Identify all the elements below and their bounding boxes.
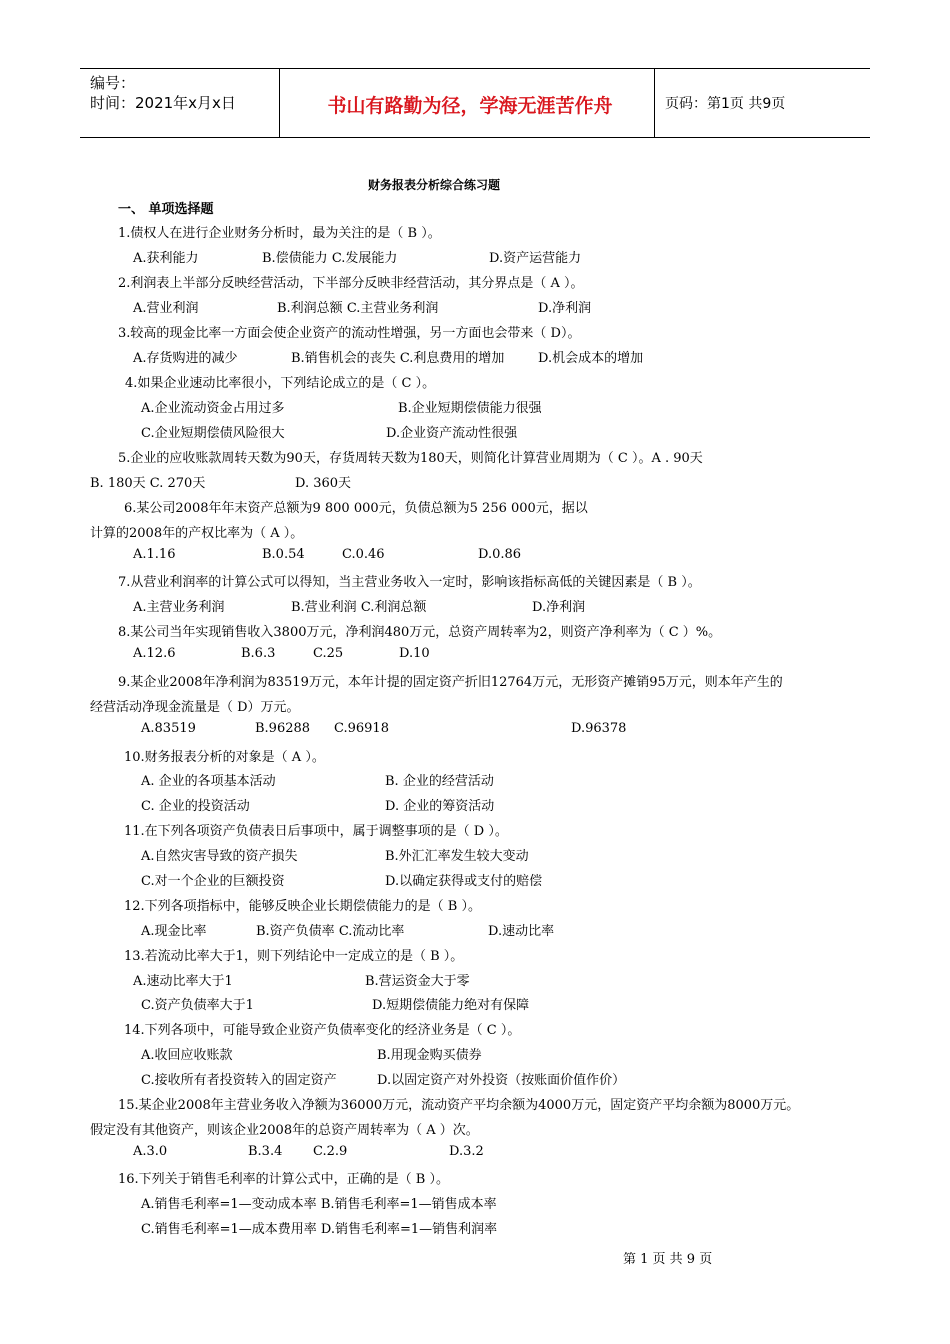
option-text: A. 企业的各项基本活动 bbox=[141, 774, 276, 789]
header-page-info: 页码：第1页 共9页 bbox=[665, 96, 786, 112]
question-text: 7.从营业利润率的计算公式可以得知，当主营业务收入一定时，影响该指标高低的关键因素是（ B ）。 bbox=[118, 575, 701, 590]
option-text: B.销售机会的丧失 C.利息费用的增加 bbox=[291, 351, 505, 366]
option-text: D.速动比率 bbox=[488, 924, 555, 939]
option-text: B.用现金购买债券 bbox=[377, 1048, 482, 1063]
question-text: 15.某企业2008年主营业务收入净额为36000万元，流动资产平均余额为4000万元，固定资产平均余额为8000万元。 bbox=[118, 1098, 800, 1113]
option-text: D. 企业的筹资活动 bbox=[385, 799, 495, 814]
option-text: D.以固定资产对外投资（按账面价值作价） bbox=[377, 1073, 626, 1088]
question-text: 14.下列各项中，可能导致企业资产负债率变化的经济业务是（ C ）。 bbox=[124, 1023, 521, 1038]
question-text: 9.某企业2008年净利润为83519万元，本年计提的固定资产折旧12764万元，无形资产摊销95万元，则本年产生的 bbox=[118, 675, 783, 690]
option-text: C.96918 bbox=[334, 721, 389, 736]
option-text: D.机会成本的增加 bbox=[538, 351, 644, 366]
option-text: B.企业短期偿债能力很强 bbox=[398, 401, 542, 416]
time-label: 时间：2021年x月x日 bbox=[90, 94, 236, 112]
option-text: A.销售毛利率=1—变动成本率 B.销售毛利率=1—销售成本率 bbox=[141, 1197, 497, 1212]
option-text: A.收回应收账款 bbox=[141, 1048, 233, 1063]
option-text: A.3.0 bbox=[133, 1144, 168, 1159]
option-text: B.0.54 bbox=[262, 547, 305, 562]
option-text: A.速动比率大于1 bbox=[133, 974, 233, 989]
question-text: 3.较高的现金比率一方面会使企业资产的流动性增强，另一方面也会带来（ D）。 bbox=[118, 326, 581, 341]
option-text: D. 360天 bbox=[295, 476, 352, 491]
section-heading: 一、 单项选择题 bbox=[118, 202, 214, 217]
header-meta bbox=[90, 73, 236, 113]
option-text: D.短期偿债能力绝对有保障 bbox=[372, 998, 530, 1013]
option-text: A.企业流动资金占用过多 bbox=[141, 401, 285, 416]
option-text: B.96288 bbox=[255, 721, 311, 736]
question-text: 1.债权人在进行企业财务分析时，最为关注的是（ B ）。 bbox=[118, 226, 441, 241]
option-text: A.营业利润 bbox=[133, 301, 199, 316]
question-text: 10.财务报表分析的对象是（ A ）。 bbox=[124, 750, 325, 765]
document-title: 财务报表分析综合练习题 bbox=[368, 178, 501, 192]
question-text: 假定没有其他资产，则该企业2008年的总资产周转率为（ A ）次。 bbox=[90, 1123, 479, 1138]
option-text: B.外汇汇率发生较大变动 bbox=[385, 849, 529, 864]
option-text: A.1.16 bbox=[133, 547, 176, 562]
number-label: 编号： bbox=[90, 74, 136, 92]
option-text: B.营运资金大于零 bbox=[365, 974, 470, 989]
option-text: C.接收所有者投资转入的固定资产 bbox=[141, 1073, 337, 1088]
question-text: 11.在下列各项资产负债表日后事项中，属于调整事项的是（ D ）。 bbox=[124, 824, 508, 839]
page-footer: 第 1 页 共 9 页 bbox=[623, 1252, 713, 1267]
option-text: A.现金比率 bbox=[141, 924, 207, 939]
question-text: 6.某公司2008年年末资产总额为9 800 000元，负债总额为5 256 000元，据以 bbox=[124, 501, 588, 516]
option-text: C.销售毛利率=1—成本费用率 D.销售毛利率=1—销售利润率 bbox=[141, 1222, 498, 1237]
option-text: D.企业资产流动性很强 bbox=[386, 426, 518, 441]
option-text: B.3.4 bbox=[248, 1144, 283, 1159]
option-text: A.83519 bbox=[141, 721, 196, 736]
option-text: B.偿债能力 C.发展能力 bbox=[262, 251, 398, 266]
option-text: B.资产负债率 C.流动比率 bbox=[256, 924, 405, 939]
option-text: B.利润总额 C.主营业务利润 bbox=[277, 301, 439, 316]
option-text: D.96378 bbox=[571, 721, 627, 736]
option-text: D.净利润 bbox=[538, 301, 592, 316]
question-text: 经营活动净现金流量是（ D）万元。 bbox=[90, 700, 300, 715]
option-text: C.25 bbox=[313, 646, 344, 661]
question-text: 16.下列关于销售毛利率的计算公式中，正确的是（ B ）。 bbox=[118, 1172, 449, 1187]
option-text: C.2.9 bbox=[313, 1144, 348, 1159]
option-text: A.12.6 bbox=[133, 646, 176, 661]
option-text: B.6.3 bbox=[241, 646, 276, 661]
question-text: 计算的2008年的产权比率为（ A ）。 bbox=[90, 526, 304, 541]
question-text: 12.下列各项指标中，能够反映企业长期偿债能力的是（ B ）。 bbox=[124, 899, 481, 914]
option-text: B. 180天 C. 270天 bbox=[90, 476, 206, 491]
option-text: D.净利润 bbox=[532, 600, 586, 615]
question-text: 4.如果企业速动比率很小，下列结论成立的是（ C ）。 bbox=[125, 376, 436, 391]
question-text: 5.企业的应收账款周转天数为90天，存货周转天数为180天，则简化计算营业周期为（ C ）。A . 90天 bbox=[118, 451, 703, 466]
option-text: D.3.2 bbox=[449, 1144, 484, 1159]
question-text: 13.若流动比率大于1，则下列结论中一定成立的是（ B ）。 bbox=[124, 949, 464, 964]
option-text: B.营业利润 C.利润总额 bbox=[291, 600, 427, 615]
option-text: C.0.46 bbox=[342, 547, 385, 562]
option-text: D.10 bbox=[399, 646, 430, 661]
option-text: A.主营业务利润 bbox=[133, 600, 225, 615]
option-text: C.资产负债率大于1 bbox=[141, 998, 254, 1013]
option-text: D.以确定获得或支付的赔偿 bbox=[385, 874, 543, 889]
question-text: 2.利润表上半部分反映经营活动，下半部分反映非经营活动，其分界点是（ A ）。 bbox=[118, 276, 584, 291]
option-text: B. 企业的经营活动 bbox=[385, 774, 494, 789]
option-text: A.存货购进的减少 bbox=[133, 351, 238, 366]
option-text: D.0.86 bbox=[478, 547, 522, 562]
slogan: 书山有路勤为径，学海无涯苦作舟 bbox=[327, 95, 613, 117]
option-text: C. 企业的投资活动 bbox=[141, 799, 250, 814]
option-text: A.获利能力 bbox=[133, 251, 199, 266]
option-text: A.自然灾害导致的资产损失 bbox=[141, 849, 298, 864]
question-text: 8.某公司当年实现销售收入3800万元，净利润480万元，总资产周转率为2，则资产净利率为（ C ）%。 bbox=[118, 625, 722, 640]
page-header bbox=[80, 68, 870, 138]
option-text: D.资产运营能力 bbox=[489, 251, 582, 266]
option-text: C.对一个企业的巨额投资 bbox=[141, 874, 285, 889]
option-text: C.企业短期偿债风险很大 bbox=[141, 426, 285, 441]
